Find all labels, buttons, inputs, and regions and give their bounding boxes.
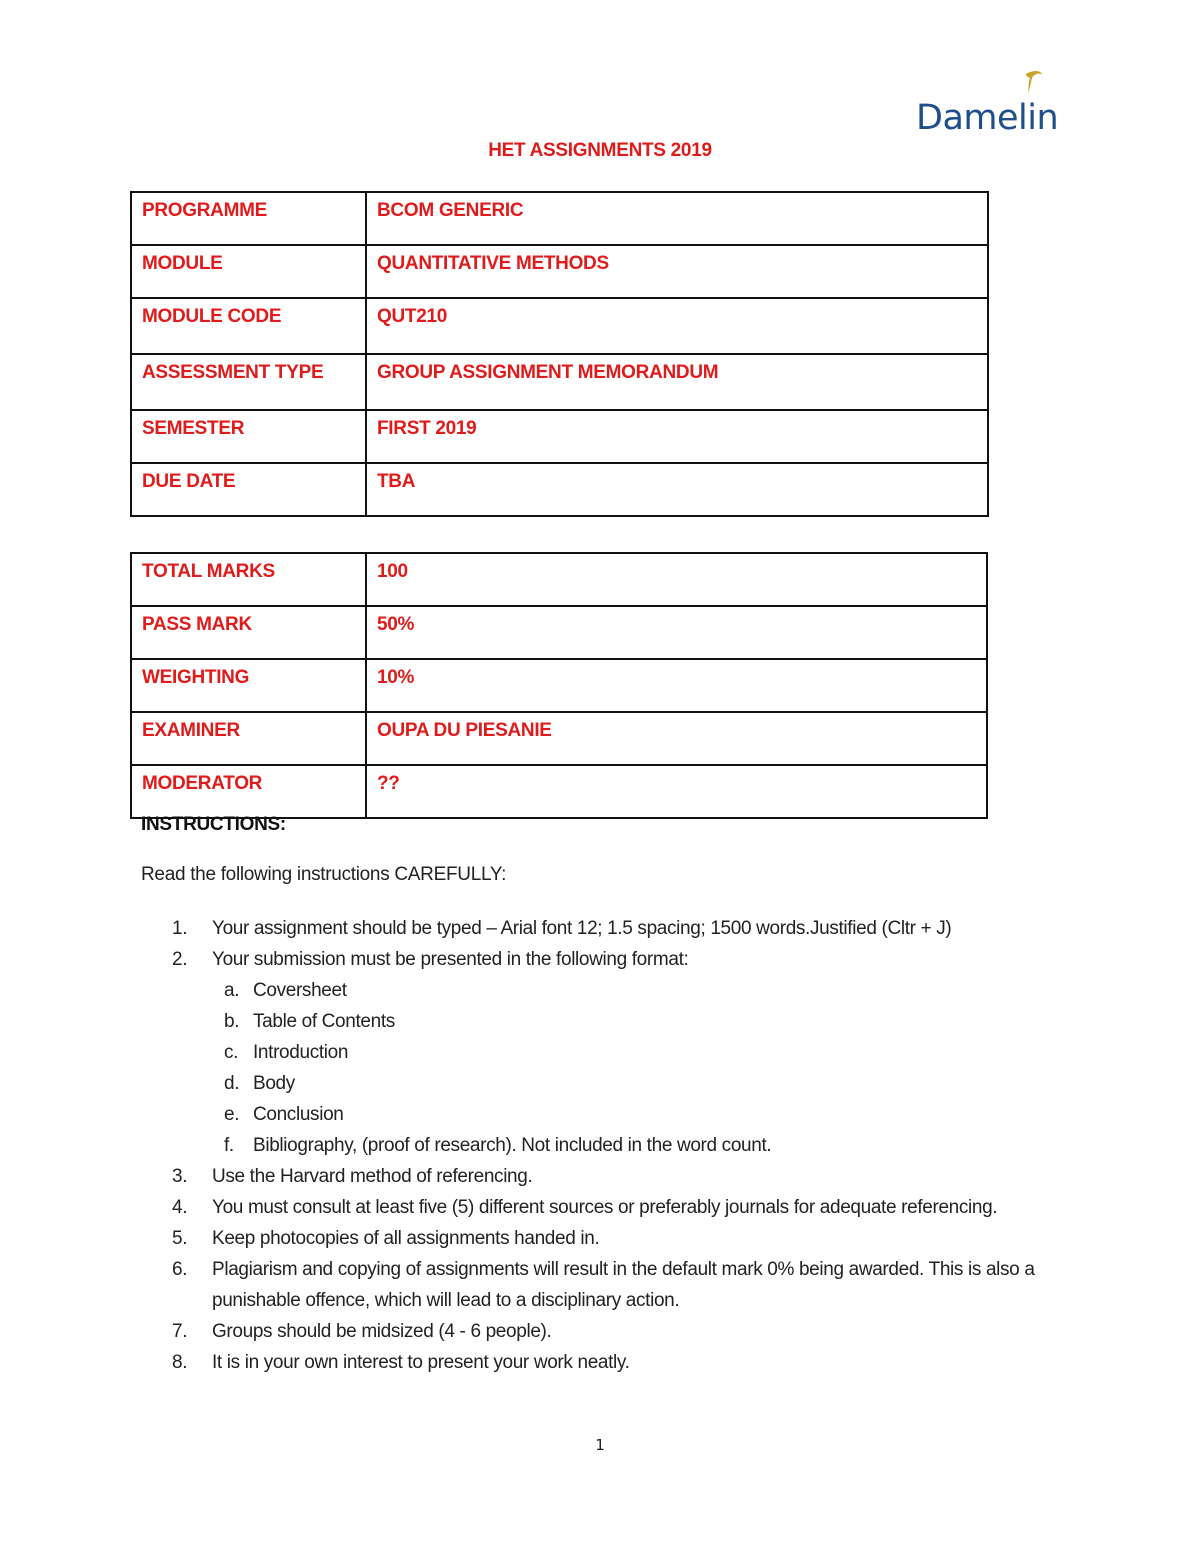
marks-info-table [130, 552, 988, 819]
table-row [131, 659, 987, 712]
list-item [0, 1192, 1072, 1223]
pass-mark-label: PASS MARK [131, 606, 366, 659]
list-item [0, 1161, 1072, 1192]
sub-letter: e. [224, 1104, 240, 1125]
sub-letter: d. [224, 1073, 240, 1094]
instructions-intro: Read the following instructions CAREFULLY: [141, 864, 507, 885]
item-text: You must consult at least five (5) different sources or preferably journals for adequate referencing. [212, 1197, 998, 1218]
format-sublist [212, 975, 1072, 1161]
sublist-item [212, 1130, 1072, 1161]
weighting-label: WEIGHTING [131, 659, 366, 712]
table-row [131, 463, 988, 516]
logo-swoosh-icon [1020, 68, 1046, 98]
sublist-item [212, 1068, 1072, 1099]
page-number: 1 [595, 1436, 605, 1454]
semester-label: SEMESTER [131, 410, 366, 463]
item-number: 3. [172, 1166, 188, 1187]
list-item [0, 1316, 1072, 1347]
total-marks-value: 100 [366, 553, 987, 606]
item-number: 2. [172, 949, 188, 970]
moderator-value: ?? [366, 765, 987, 818]
sublist-item [212, 1006, 1072, 1037]
assessment-type-label: ASSESSMENT TYPE [131, 354, 366, 410]
examiner-label: EXAMINER [131, 712, 366, 765]
total-marks-label: TOTAL MARKS [131, 553, 366, 606]
sub-text: Body [253, 1073, 295, 1094]
sublist-item [212, 975, 1072, 1006]
list-item [0, 1223, 1072, 1254]
logo-text: Damelin [916, 98, 1059, 138]
weighting-value: 10% [366, 659, 987, 712]
sub-letter: c. [224, 1042, 239, 1063]
item-number: 6. [172, 1259, 188, 1280]
due-date-label: DUE DATE [131, 463, 366, 516]
sub-text: Coversheet [253, 980, 347, 1001]
sub-letter: f. [224, 1135, 234, 1156]
module-label: MODULE [131, 245, 366, 298]
table-row [131, 192, 988, 245]
assessment-type-value: GROUP ASSIGNMENT MEMORANDUM [366, 354, 988, 410]
table-row [131, 553, 987, 606]
programme-value: BCOM GENERIC [366, 192, 988, 245]
instructions-list [0, 913, 1200, 1378]
item-number: 7. [172, 1321, 188, 1342]
module-code-value: QUT210 [366, 298, 988, 354]
table-row [131, 606, 987, 659]
sublist-item [212, 1037, 1072, 1068]
due-date-value: TBA [366, 463, 988, 516]
sub-letter: a. [224, 980, 240, 1001]
module-value: QUANTITATIVE METHODS [366, 245, 988, 298]
module-code-label: MODULE CODE [131, 298, 366, 354]
examiner-value: OUPA DU PIESANIE [366, 712, 987, 765]
item-number: 4. [172, 1197, 188, 1218]
sub-text: Conclusion [253, 1104, 344, 1125]
item-text: It is in your own interest to present your work neatly. [212, 1352, 630, 1373]
damelin-logo [916, 68, 1076, 140]
table-row [131, 712, 987, 765]
sub-text: Bibliography, (proof of research). Not included in the word count. [253, 1135, 772, 1156]
instructions-heading: INSTRUCTIONS: [141, 814, 286, 835]
sub-letter: b. [224, 1011, 240, 1032]
item-number: 5. [172, 1228, 188, 1249]
list-item [0, 944, 1072, 1161]
item-number: 8. [172, 1352, 188, 1373]
sub-text: Table of Contents [253, 1011, 395, 1032]
list-item [0, 1347, 1072, 1378]
moderator-label: MODERATOR [131, 765, 366, 818]
table-row [131, 245, 988, 298]
item-number: 1. [172, 918, 188, 939]
table-row [131, 298, 988, 354]
table-row [131, 354, 988, 410]
semester-value: FIRST 2019 [366, 410, 988, 463]
pass-mark-value: 50% [366, 606, 987, 659]
item-text: Your submission must be presented in the following format: [212, 949, 689, 970]
sublist-item [212, 1099, 1072, 1130]
programme-label: PROGRAMME [131, 192, 366, 245]
item-text: Keep photocopies of all assignments handed in. [212, 1228, 600, 1249]
table-row [131, 410, 988, 463]
item-text: Plagiarism and copying of assignments will result in the default mark 0% being awarded. This is also a punishable offence, which will lead to a disciplinary action. [212, 1259, 1035, 1311]
list-item [0, 913, 1072, 944]
item-text: Use the Harvard method of referencing. [212, 1166, 533, 1187]
sub-text: Introduction [253, 1042, 349, 1063]
list-item [0, 1254, 1072, 1316]
module-info-table [130, 191, 989, 517]
item-text: Your assignment should be typed – Arial font 12; 1.5 spacing; 1500 words.Justified (Cltr + J) [212, 918, 952, 939]
table-row [131, 765, 987, 818]
item-text: Groups should be midsized (4 - 6 people). [212, 1321, 552, 1342]
document-title: HET ASSIGNMENTS 2019 [488, 140, 712, 161]
